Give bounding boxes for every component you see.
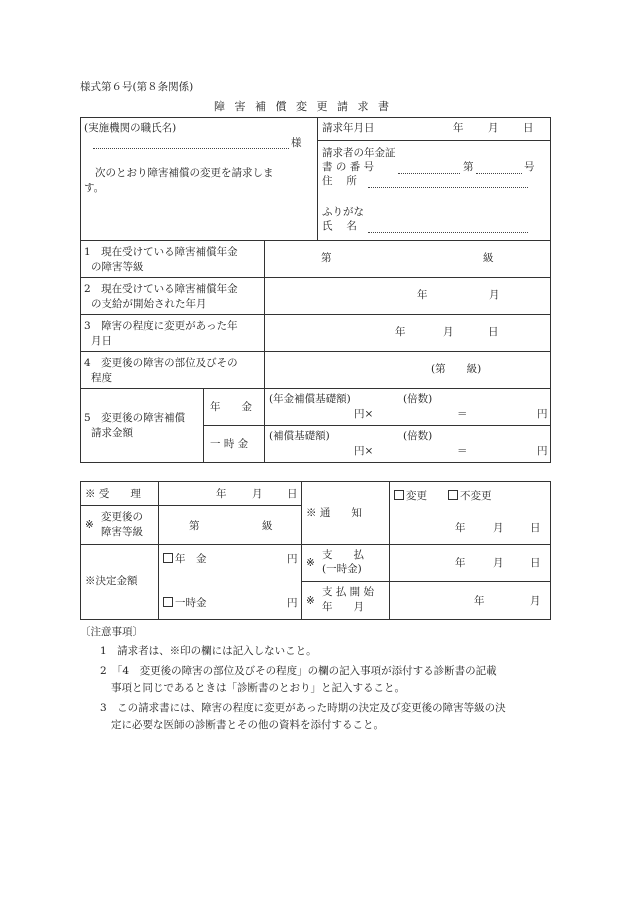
received-month: 月 — [252, 488, 263, 500]
row3-label-line1: 3 障害の程度に変更があった年 — [84, 320, 238, 332]
lump-multiplier-label: (倍数) — [403, 430, 433, 442]
notice-label: ※ 通 知 — [306, 507, 362, 519]
decision-pension-label: 年 金 — [175, 553, 207, 565]
institution-label: (実施機関の職氏名) — [84, 122, 177, 134]
requester-cell — [318, 118, 551, 241]
pension-multiplier-label: (倍数) — [403, 393, 433, 405]
received-label-cell — [81, 482, 159, 506]
payment-label-cell — [302, 545, 390, 582]
received-label: ※ 受 理 — [85, 488, 141, 500]
claim-table — [80, 117, 551, 463]
grade-mark: ※ — [85, 519, 94, 531]
lump-base-label: (補償基礎額) — [269, 430, 330, 442]
payment-day: 日 — [530, 557, 541, 569]
payment-label-line2: (一時金) — [322, 563, 362, 575]
request-year-label: 年 — [453, 122, 464, 134]
payment-start-month: 月 — [530, 595, 541, 607]
row1-value-cell[interactable] — [265, 241, 551, 278]
row2-label-line1: 2 現在受けている障害補償年金 — [84, 283, 238, 295]
payment-date-cell[interactable] — [390, 545, 551, 582]
row4-grade-value: (第 級) — [431, 363, 482, 375]
pension-equals: ＝ — [457, 408, 468, 420]
row2-label-cell — [81, 278, 265, 315]
row1-kyu-label: 級 — [483, 252, 494, 264]
row2-value-cell[interactable] — [265, 278, 551, 315]
address-field[interactable] — [368, 187, 528, 188]
received-day: 日 — [287, 488, 298, 500]
lump-yen: 円 — [537, 445, 548, 457]
pension-base-label: (年金補償基礎額) — [269, 393, 351, 405]
office-use-table — [80, 481, 551, 620]
received-date-cell[interactable] — [159, 482, 302, 506]
pension-yen-x: 円× — [354, 408, 374, 420]
cert-dai-label: 第 — [463, 161, 474, 173]
decision-pension-yen: 円 — [287, 553, 298, 565]
request-day-label: 日 — [523, 122, 534, 134]
row5-label-line2: 請求金額 — [91, 427, 133, 439]
row1-label-cell — [81, 241, 265, 278]
no-change-label: 不変更 — [460, 490, 492, 502]
payment-month: 月 — [493, 557, 504, 569]
lump-label: 一 時 金 — [210, 438, 249, 450]
grade-label-line1: 変更後の — [101, 511, 143, 523]
payment-year: 年 — [455, 557, 466, 569]
note-3-line1: 3 この請求書には、障害の程度に変更があった時期の決定及び変更後の障害等級の決 — [100, 702, 506, 714]
institution-cell — [81, 118, 318, 241]
row3-day-label: 日 — [488, 326, 499, 338]
payment-mark: ※ — [306, 557, 315, 569]
request-month-label: 月 — [488, 122, 499, 134]
pension-cert-label: 請求者の年金証 — [322, 147, 396, 159]
row3-label-cell — [81, 315, 265, 352]
decision-value-cell[interactable] — [159, 545, 302, 620]
row4-label-line1: 4 変更後の障害の部位及びその — [84, 357, 238, 369]
lump-yen-x: 円× — [354, 445, 374, 457]
pension-amount-cell[interactable] — [265, 389, 551, 426]
sama-label: 様 — [291, 137, 302, 149]
decision-label-cell — [81, 545, 159, 620]
request-text-line2: す。 — [84, 182, 105, 194]
row4-label-line2: 程度 — [91, 372, 112, 384]
lump-label-cell — [204, 426, 265, 463]
request-date-label: 請求年月日 — [322, 122, 375, 134]
lump-amount-cell[interactable] — [265, 426, 551, 463]
notice-value-cell[interactable] — [390, 482, 551, 545]
payment-start-date-cell[interactable] — [390, 582, 551, 620]
notes-heading: 〔注意事項〕 — [80, 626, 143, 638]
payment-label-line1: 支 払 — [322, 549, 364, 561]
no-change-checkbox[interactable] — [448, 489, 492, 503]
row4-value-cell[interactable] — [265, 352, 551, 389]
institution-name-field[interactable] — [93, 148, 289, 149]
grade-value-cell[interactable] — [159, 506, 302, 545]
row3-month-label: 月 — [443, 326, 454, 338]
change-label: 変更 — [406, 490, 427, 502]
decision-lump-label: 一時金 — [175, 597, 207, 609]
decision-label: ※決定金額 — [85, 575, 138, 587]
decision-lump-yen: 円 — [287, 597, 298, 609]
lump-equals: ＝ — [457, 445, 468, 457]
row1-dai-label: 第 — [321, 252, 332, 264]
notice-label-cell — [302, 482, 390, 545]
pension-label-cell — [204, 389, 265, 426]
name-field[interactable] — [368, 232, 528, 233]
page-title: 障 害 補 償 変 更 請 求 書 — [214, 100, 392, 113]
change-checkbox[interactable] — [394, 489, 427, 503]
pension-checkbox[interactable] — [163, 552, 207, 566]
note-2-line2: 事項と同じであるときは「診断書のとおり」と記入すること。 — [111, 682, 405, 694]
grade-label-line2: 障害等級 — [101, 526, 143, 538]
notice-month: 月 — [493, 522, 504, 534]
pension-label: 年 金 — [210, 401, 252, 413]
grade-dai: 第 — [189, 520, 200, 532]
note-2-line1: 2 「4 変更後の障害の部位及びその程度」の欄の記入事項が添付する診断書の記載 — [100, 665, 497, 677]
payment-start-label-line1: 支 払 開 始 — [322, 586, 375, 598]
grade-kyu: 級 — [262, 520, 273, 532]
payment-start-mark: ※ — [306, 595, 315, 607]
note-3-line2: 定に必要な医師の診断書とその他の資料を添付すること。 — [111, 719, 384, 731]
row1-label-line1: 1 現在受けている障害補償年金 — [84, 246, 238, 258]
row2-month-label: 月 — [489, 289, 500, 301]
cert-number-field-1[interactable] — [398, 173, 460, 174]
row4-label-cell — [81, 352, 265, 389]
row3-year-label: 年 — [395, 326, 406, 338]
payment-start-year: 年 — [474, 595, 485, 607]
request-text-line1: 次のとおり障害補償の変更を請求しま — [95, 167, 274, 179]
row5-label-line1: 5 変更後の障害補償 — [84, 412, 186, 424]
row1-label-line2: の障害等級 — [91, 261, 144, 273]
payment-start-label-cell — [302, 582, 390, 620]
lump-checkbox[interactable] — [163, 596, 207, 610]
furigana-label: ふりがな — [322, 206, 365, 218]
cert-number-field-2[interactable] — [476, 173, 522, 174]
notice-day: 日 — [530, 522, 541, 534]
cert-number-label: 書 の 番 号 — [322, 161, 375, 173]
address-label: 住 所 — [322, 175, 357, 187]
request-date-divider — [318, 140, 550, 141]
note-1: 1 請求者は、※印の欄には記入しないこと。 — [100, 645, 317, 657]
pension-yen: 円 — [537, 408, 548, 420]
name-label: 氏 名 — [322, 220, 357, 232]
row3-label-line2: 月日 — [91, 335, 112, 347]
form-number: 様式第６号(第８条関係) — [80, 81, 194, 93]
row2-year-label: 年 — [417, 289, 428, 301]
grade-label-cell — [81, 506, 159, 545]
payment-start-label-line2: 年 月 — [322, 601, 364, 613]
row3-value-cell[interactable] — [265, 315, 551, 352]
row5-label-cell — [81, 389, 204, 463]
notice-year: 年 — [455, 522, 466, 534]
cert-go-label: 号 — [524, 161, 535, 173]
row2-label-line2: の支給が開始された年月 — [91, 298, 207, 310]
received-year: 年 — [216, 488, 227, 500]
